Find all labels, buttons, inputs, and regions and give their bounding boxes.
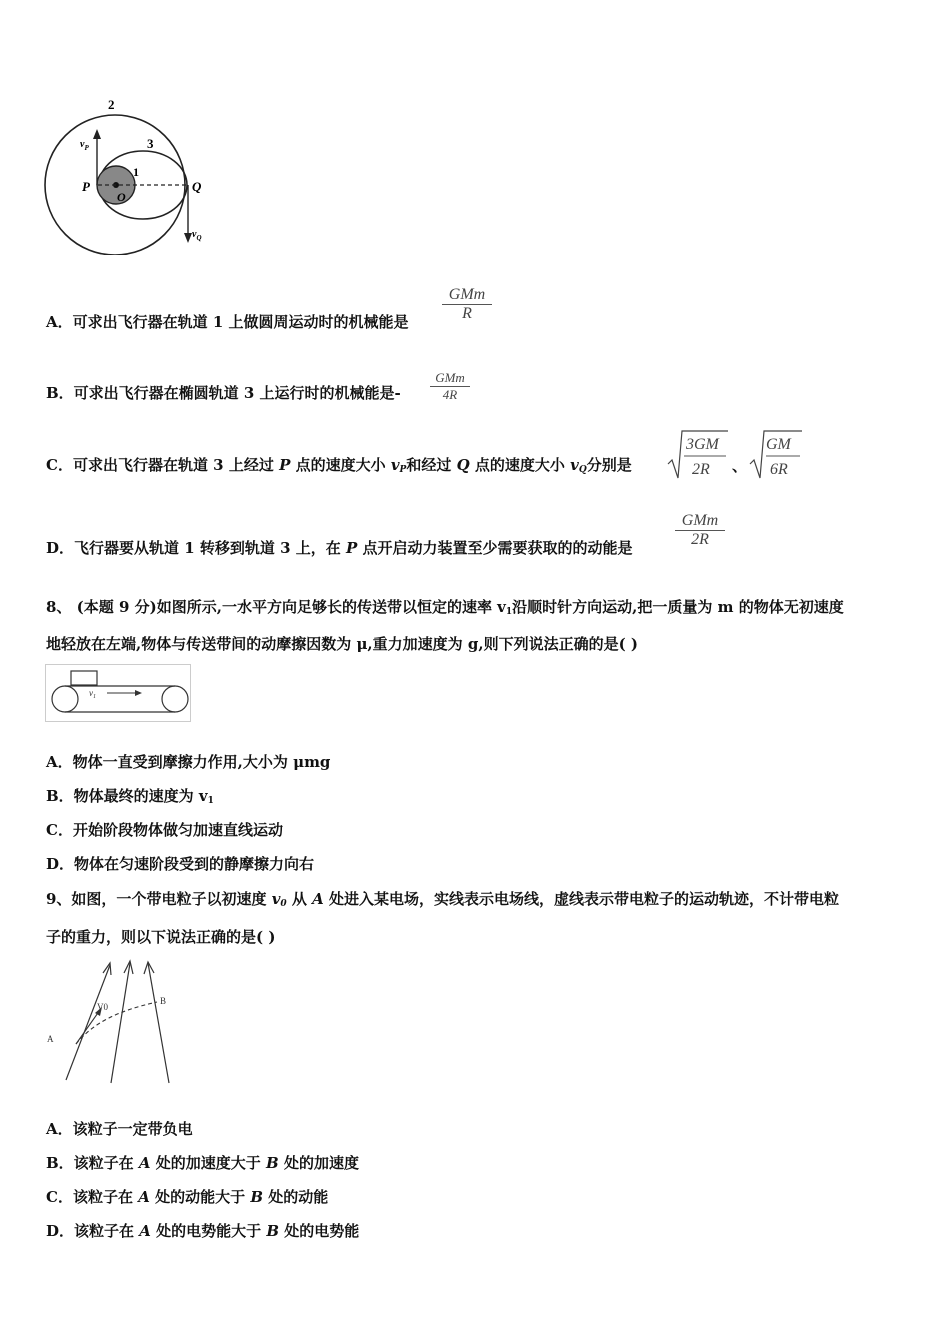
q8-option-b: B．物体最终的速度为 $v_1$ xyxy=(46,787,214,806)
field-diagram xyxy=(45,955,180,1087)
q7-d-fraction: GMm 2R xyxy=(675,512,725,549)
q9-option-a: A．该粒子一定带负电 xyxy=(46,1120,193,1138)
label-Q: Q xyxy=(192,179,202,194)
q7-c-separator: 、 xyxy=(732,457,748,475)
sqrt-1-den: 2R xyxy=(692,461,710,478)
q7-option-a: A．可求出飞行器在轨道 1 上做圆周运动时的机械能是 xyxy=(46,313,409,331)
q9-option-b: B．该粒子在 A 处的加速度大于 B 处的加速度 xyxy=(46,1154,359,1172)
q9-option-c: C．该粒子在 A 处的动能大于 B 处的动能 xyxy=(46,1188,329,1206)
q8-option-a: A．物体一直受到摩擦力作用,大小为 μmg xyxy=(46,753,331,771)
label-O: O xyxy=(117,190,126,204)
sqrt-2-den: 6R xyxy=(770,461,788,478)
field-label-B: B xyxy=(160,996,167,1006)
q8-option-d: D．物体在匀速阶段受到的静摩擦力向右 xyxy=(46,855,315,873)
label-3: 3 xyxy=(147,136,154,151)
label-vp: v xyxy=(80,139,85,150)
q9-option-d: D．该粒子在 A 处的电势能大于 B 处的电势能 xyxy=(46,1222,360,1240)
sqrt-2 xyxy=(748,428,804,482)
sqrt-1-num: 3GM xyxy=(686,436,719,453)
svg-text:v1 xyxy=(89,688,96,700)
q7-option-c: C．可求出飞行器在轨道 3 上经过 P 点的速度大小 $v_P$和经过 Q 点的速度大小 $v_Q$分别是 xyxy=(46,456,632,475)
q7-option-d: D．飞行器要从轨道 1 转移到轨道 3 上，在 P 点开启动力装置至少需要获取的的动能是 xyxy=(46,539,633,557)
sqrt-1 xyxy=(666,428,730,482)
field-label-V0: V0 xyxy=(97,1002,108,1012)
sqrt-2-num: GM xyxy=(766,436,791,453)
q7-b-fraction: GMm 4R xyxy=(430,370,470,403)
q9-stem-line1: 9、如图，一个带电粒子以初速度 $v_0$ 从 A 处进入某电场，实线表示电场线，虚线表示带电粒子的运动轨迹，不计带电粒 xyxy=(46,890,840,909)
orbit-diagram xyxy=(40,95,215,255)
label-vp-sub: P xyxy=(84,144,89,152)
label-vq-sub: Q xyxy=(196,234,202,242)
q9-stem-line2: 子的重力，则以下说法正确的是( ) xyxy=(46,928,276,946)
q8-option-c: C．开始阶段物体做匀加速直线运动 xyxy=(46,821,283,839)
label-1: 1 xyxy=(133,165,139,179)
label-2: 2 xyxy=(108,97,115,112)
q7-option-b: B．可求出飞行器在椭圆轨道 3 上运行时的机械能是- xyxy=(46,384,401,402)
svg-text:vQ xyxy=(192,229,202,242)
conveyor-diagram xyxy=(45,664,193,724)
conveyor-label: v xyxy=(89,688,93,698)
q8-stem-line2: 地轻放在左端,物体与传送带间的动摩擦因数为 μ,重力加速度为 g,则下列说法正确的是( ) xyxy=(46,635,638,653)
field-label-A: A xyxy=(47,1034,54,1044)
label-P: P xyxy=(82,179,90,194)
q8-stem-line1: 8、 (本题 9 分)如图所示,一水平方向足够长的传送带以恒定的速率 $v_1$沿顺时针方向运动,把一质量为 m 的物体无初速度 xyxy=(46,598,844,617)
label-vq: v xyxy=(192,229,197,240)
q7-a-fraction: GMm R xyxy=(442,286,492,323)
svg-text:vP xyxy=(80,139,89,152)
conveyor-label-sub: 1 xyxy=(93,694,96,700)
